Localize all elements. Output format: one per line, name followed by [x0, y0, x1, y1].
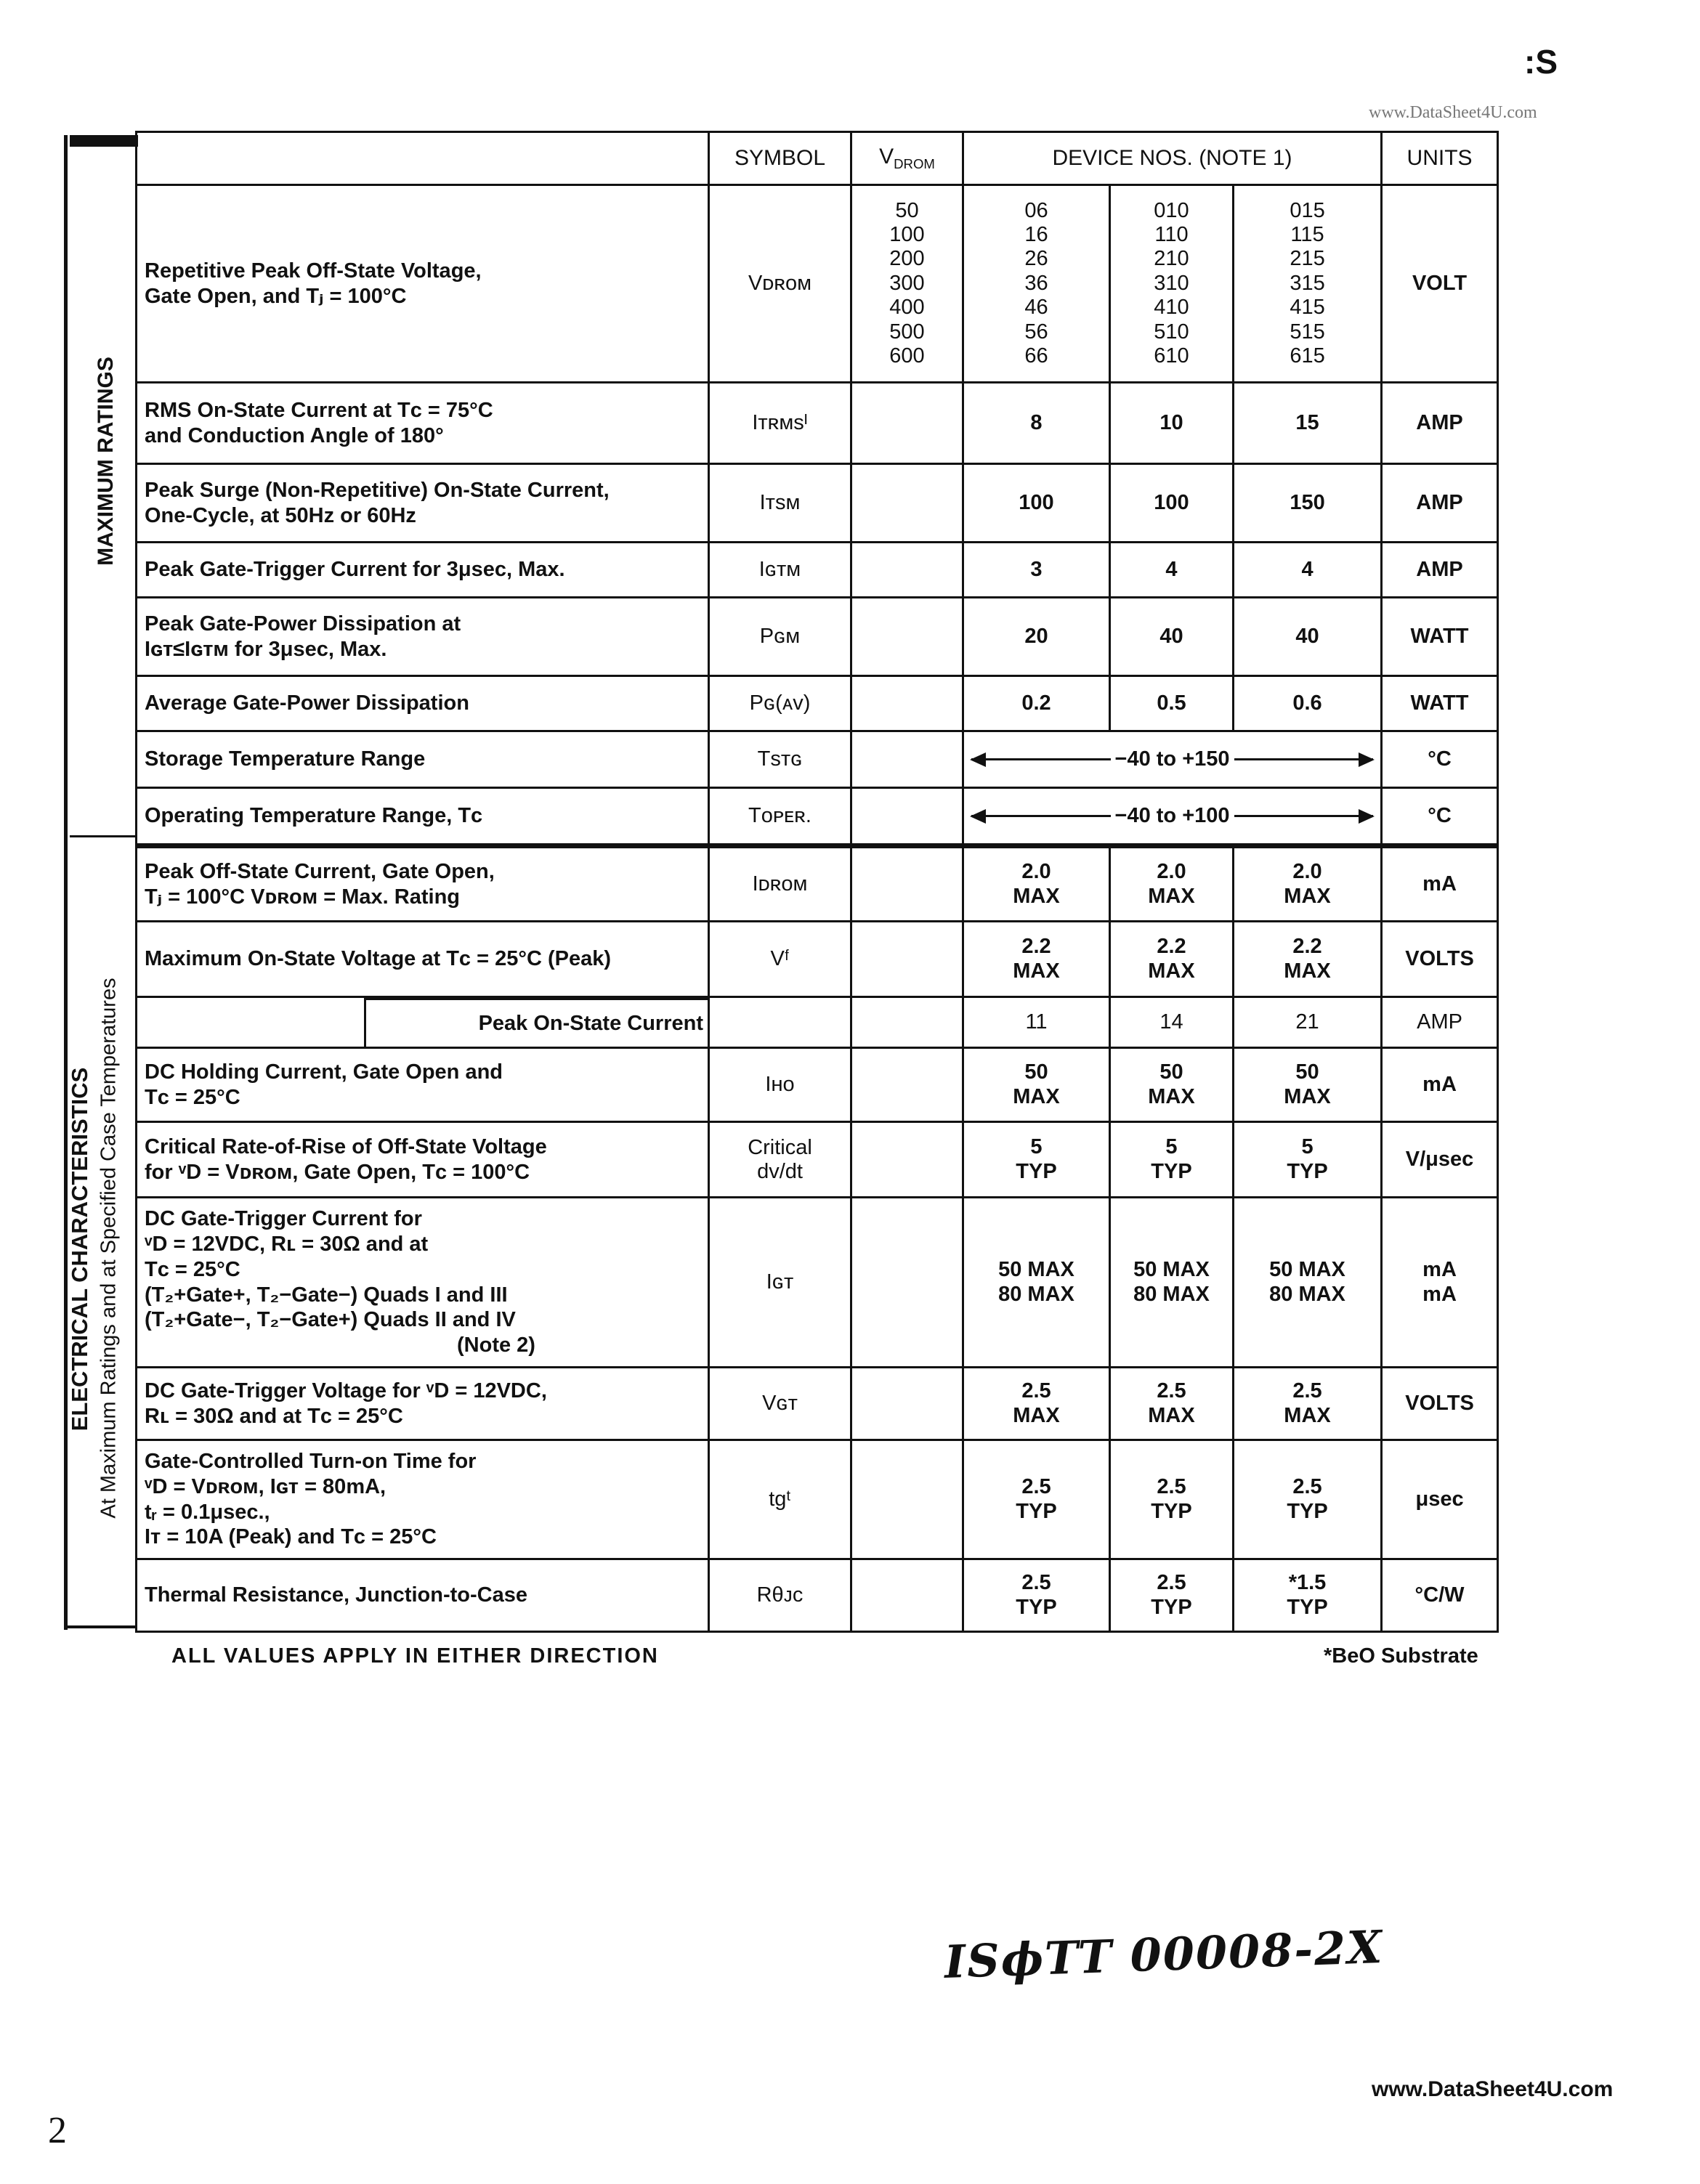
igt-param-text: DC Gate-Trigger Current for ᵛD = 12VDC, Rʟ = 30Ω and at Tᴄ = 25°C (T₂+Gate+, T₂−Gate−) Quads I and III (T₂+Gate−, T₂−Gate+) Quads II and IV [145, 1207, 516, 1332]
device-cell-2: 2.5 TYP [1110, 1559, 1234, 1632]
row-vf [137, 922, 1498, 997]
units-cell: mA [1382, 846, 1498, 922]
header-vdrom-main: V [879, 145, 894, 169]
vdrom-empty-cell [851, 997, 963, 1048]
device-cell-3: 50 MAX [1234, 1048, 1382, 1122]
symbol-cell: Pɢ(ᴀᴠ) [709, 676, 851, 731]
device-cell-1: 2.5 TYP [963, 1440, 1110, 1559]
peak-on-param-text: Peak On-State Current [478, 1011, 703, 1035]
vdrom-empty-cell [851, 788, 963, 846]
vdrom-empty-cell [851, 846, 963, 922]
device-cell-3: 15 [1234, 383, 1382, 464]
range-arrow [971, 804, 1373, 828]
row-dvdt [137, 1122, 1498, 1198]
vdrom-empty-cell [851, 1368, 963, 1440]
row-idrom [137, 846, 1498, 922]
units-cell: AMP [1382, 543, 1498, 598]
param-cell: DC Gate-Trigger Voltage for ᵛD = 12VDC, Rʟ = 30Ω and at Tᴄ = 25°C [137, 1368, 709, 1440]
peak-on-param-box [364, 998, 708, 1047]
watermark-bottom: www.DataSheet4U.com [1372, 2077, 1614, 2101]
ratings-table [135, 131, 1499, 1633]
param-cell: DC Holding Current, Gate Open and Tᴄ = 25°C [137, 1048, 709, 1122]
row-pgm [137, 598, 1498, 676]
symbol-cell: Rθᴊᴄ [709, 1559, 851, 1632]
row-rth [137, 1559, 1498, 1632]
param-cell: Peak Gate-Trigger Current for 3μsec, Max. [137, 543, 709, 598]
vdrom-empty-cell [851, 383, 963, 464]
range-cell [963, 731, 1382, 788]
device-cell-1: 2.5 MAX [963, 1368, 1110, 1440]
header-vdrom-sub: DROM [894, 156, 935, 171]
vdrom-empty-cell [851, 598, 963, 676]
corner-mark: :S [1524, 43, 1558, 81]
device-cell-2: 50 MAX [1110, 1048, 1234, 1122]
arrow-right-icon [1234, 815, 1374, 817]
units-cell: mA [1382, 1048, 1498, 1122]
arrow-left-icon [971, 758, 1111, 760]
device-cell-3: 50 MAX 80 MAX [1234, 1198, 1382, 1368]
device-cell-2: 40 [1110, 598, 1234, 676]
row-igtm [137, 543, 1498, 598]
vdrom-empty-cell [851, 676, 963, 731]
row-irms [137, 383, 1498, 464]
header-units: UNITS [1382, 132, 1498, 185]
symbol-empty-cell [709, 997, 851, 1048]
device-cell-1: 3 [963, 543, 1110, 598]
symbol-cell: Vᴅʀᴏᴍ [709, 185, 851, 383]
device-cell-1: 0.2 [963, 676, 1110, 731]
device-cell-2: 10 [1110, 383, 1234, 464]
symbol-cell: Vᶠ [709, 922, 851, 997]
units-cell: WATT [1382, 676, 1498, 731]
device-cell-3: 2.2 MAX [1234, 922, 1382, 997]
arrow-right-icon [1234, 758, 1374, 760]
watermark-top: www.DataSheet4U.com [1369, 103, 1537, 122]
header-blank [137, 132, 709, 185]
device-cell-2: 5 TYP [1110, 1122, 1234, 1198]
vdrom-empty-cell [851, 1048, 963, 1122]
symbol-cell: Iʜᴏ [709, 1048, 851, 1122]
param-cell: Repetitive Peak Off-State Voltage, Gate Open, and Tⱼ = 100°C [137, 185, 709, 383]
param-cell: Peak Surge (Non-Repetitive) On-State Current, One-Cycle, at 50Hz or 60Hz [137, 464, 709, 543]
param-cell: Gate-Controlled Turn-on Time for ᵛD = Vᴅʀᴏᴍ, Iɢᴛ = 80mA, tᵣ = 0.1μsec., Iᴛ = 10A (Peak) and Tᴄ = 25°C [137, 1440, 709, 1559]
param-cell: Storage Temperature Range [137, 731, 709, 788]
header-device-nos: DEVICE NOS. (NOTE 1) [963, 132, 1382, 185]
units-cell: °C/W [1382, 1559, 1498, 1632]
row-itsm [137, 464, 1498, 543]
units-cell: μsec [1382, 1440, 1498, 1559]
symbol-cell: Critical dv/dt [709, 1122, 851, 1198]
vdrom-empty-cell [851, 1559, 963, 1632]
vdrom-empty-cell [851, 1122, 963, 1198]
units-cell: VOLTS [1382, 1368, 1498, 1440]
row-vgt [137, 1368, 1498, 1440]
units-cell: mA mA [1382, 1198, 1498, 1368]
electrical-sub-label: At Maximum Ratings and at Specified Case Temperatures [97, 978, 121, 1519]
param-cell: Critical Rate-of-Rise of Off-State Voltage for ᵛD = Vᴅʀᴏᴍ, Gate Open, Tᴄ = 100°C [137, 1122, 709, 1198]
arrow-left-icon [971, 815, 1111, 817]
device-cell-3: 2.0 MAX [1234, 846, 1382, 922]
row-iho [137, 1048, 1498, 1122]
row-pgav [137, 676, 1498, 731]
units-cell: °C [1382, 788, 1498, 846]
row-peak-on-state [137, 997, 1498, 1048]
units-cell: V/μsec [1382, 1122, 1498, 1198]
device-cell-1: 2.0 MAX [963, 846, 1110, 922]
param-cell: Peak Gate-Power Dissipation at Iɢᴛ≤Iɢᴛᴍ for 3μsec, Max. [137, 598, 709, 676]
range-arrow [971, 747, 1373, 771]
device-cell-2: 2.2 MAX [1110, 922, 1234, 997]
device-cell-2: 2.0 MAX [1110, 846, 1234, 922]
handwritten-code: ISϕTT 00008-2X [943, 1920, 1385, 1989]
vdrom-empty-cell [851, 1440, 963, 1559]
vdrom-empty-cell [851, 543, 963, 598]
header-row [137, 132, 1498, 185]
param-cell: Average Gate-Power Dissipation [137, 676, 709, 731]
device-cell-3: 0.6 [1234, 676, 1382, 731]
device-cell-3: 2.5 TYP [1234, 1440, 1382, 1559]
device-cell-3: 150 [1234, 464, 1382, 543]
device-cell-1: 100 [963, 464, 1110, 543]
units-cell: AMP [1382, 383, 1498, 464]
row-vdrom [137, 185, 1498, 383]
device-cell-3: 21 [1234, 997, 1382, 1048]
symbol-cell: Iɢᴛᴍ [709, 543, 851, 598]
maximum-ratings-label: MAXIMUM RATINGS [94, 357, 118, 566]
device-cell-3: 2.5 MAX [1234, 1368, 1382, 1440]
page-number: 2 [48, 2110, 67, 2151]
device-cell-1: 50 MAX [963, 1048, 1110, 1122]
device-cell-2: 4 [1110, 543, 1234, 598]
device-cell-1: 11 [963, 997, 1110, 1048]
row-igt [137, 1198, 1498, 1368]
igt-param-note: (Note 2) [457, 1333, 535, 1357]
footnote-right: *BeO Substrate [1324, 1644, 1478, 1668]
param-cell: Operating Temperature Range, Tᴄ [137, 788, 709, 846]
range-text: −40 to +150 [1114, 747, 1230, 771]
range-text: −40 to +100 [1114, 804, 1230, 827]
symbol-cell: Iᴛʀᴍѕᴵ [709, 383, 851, 464]
vdrom-empty-cell [851, 1198, 963, 1368]
device-cell-3: 015 115 215 315 415 515 615 [1234, 185, 1382, 383]
param-cell: Thermal Resistance, Junction-to-Case [137, 1559, 709, 1632]
device-cell-2: 100 [1110, 464, 1234, 543]
units-cell: WATT [1382, 598, 1498, 676]
units-cell: VOLT [1382, 185, 1498, 383]
units-cell: AMP [1382, 997, 1498, 1048]
side-frame-cap [70, 135, 138, 147]
header-vdrom [851, 132, 963, 185]
device-cell-1: 8 [963, 383, 1110, 464]
row-toper [137, 788, 1498, 846]
symbol-cell: Iᴅʀᴏᴍ [709, 846, 851, 922]
symbol-cell: Iᴛѕᴍ [709, 464, 851, 543]
param-cell: Maximum On-State Voltage at Tᴄ = 25°C (Peak) [137, 922, 709, 997]
vdrom-empty-cell [851, 464, 963, 543]
param-cell: RMS On-State Current at Tᴄ = 75°C and Conduction Angle of 180° [137, 383, 709, 464]
electrical-characteristics-label: ELECTRICAL CHARACTERISTICS [67, 1067, 92, 1432]
footnote-left: ALL VALUES APPLY IN EITHER DIRECTION [171, 1644, 659, 1668]
device-cell-3: *1.5 TYP [1234, 1559, 1382, 1632]
symbol-cell: Tѕᴛɢ [709, 731, 851, 788]
device-cell-2: 50 MAX 80 MAX [1110, 1198, 1234, 1368]
vdrom-empty-cell [851, 731, 963, 788]
units-cell: AMP [1382, 464, 1498, 543]
param-cell: Peak Off-State Current, Gate Open, Tⱼ = 100°C Vᴅʀᴏᴍ = Max. Rating [137, 846, 709, 922]
units-cell: VOLTS [1382, 922, 1498, 997]
vdrom-empty-cell [851, 922, 963, 997]
device-cell-1: 2.5 TYP [963, 1559, 1110, 1632]
device-cell-1: 20 [963, 598, 1110, 676]
device-cell-2: 2.5 MAX [1110, 1368, 1234, 1440]
device-cell-2: 2.5 TYP [1110, 1440, 1234, 1559]
symbol-cell: Vɢᴛ [709, 1368, 851, 1440]
symbol-cell: Iɢᴛ [709, 1198, 851, 1368]
vdrom-values-cell: 50 100 200 300 400 500 600 [851, 185, 963, 383]
device-cell-3: 40 [1234, 598, 1382, 676]
param-cell [137, 1198, 709, 1368]
device-cell-1: 2.2 MAX [963, 922, 1110, 997]
device-cell-2: 14 [1110, 997, 1234, 1048]
peak-on-param-cell [137, 997, 709, 1048]
device-cell-3: 4 [1234, 543, 1382, 598]
device-cell-2: 010 110 210 310 410 510 610 [1110, 185, 1234, 383]
symbol-cell: Tᴏᴘᴇʀ. [709, 788, 851, 846]
device-cell-1: 5 TYP [963, 1122, 1110, 1198]
row-tstg [137, 731, 1498, 788]
row-tgt [137, 1440, 1498, 1559]
device-cell-1: 06 16 26 36 46 56 66 [963, 185, 1110, 383]
device-cell-3: 5 TYP [1234, 1122, 1382, 1198]
symbol-cell: Pɢᴍ [709, 598, 851, 676]
device-cell-2: 0.5 [1110, 676, 1234, 731]
symbol-cell: tɡᵗ [709, 1440, 851, 1559]
header-symbol: SYMBOL [709, 132, 851, 185]
device-cell-1: 50 MAX 80 MAX [963, 1198, 1110, 1368]
range-cell [963, 788, 1382, 846]
units-cell: °C [1382, 731, 1498, 788]
